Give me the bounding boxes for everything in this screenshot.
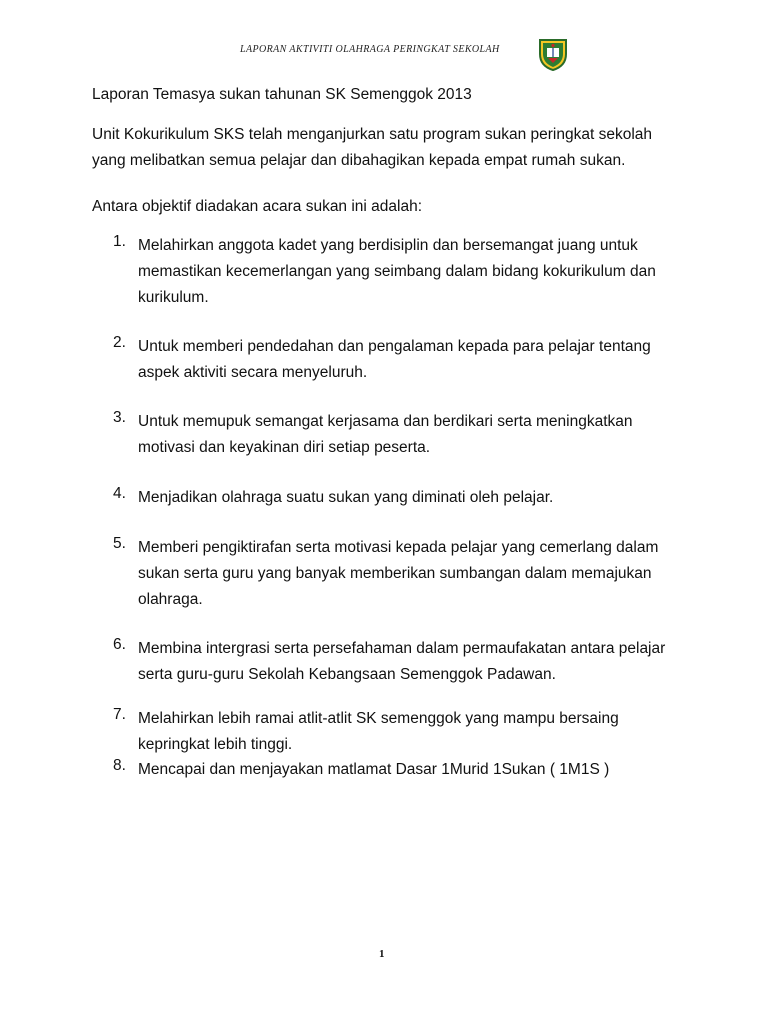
list-item-line: memastikan kecemerlangan yang seimbang dalam bidang kokurikulum dan [138,263,656,280]
list-item-number: 1. [113,233,126,250]
list-item-number: 3. [113,409,126,426]
list-item-text [138,233,698,311]
list-item-text [138,334,698,386]
report-title: Laporan Temasya sukan tahunan SK Semenggok 2013 [92,86,472,103]
page-header [0,36,768,66]
list-item-line: kurikulum. [138,289,209,306]
intro-line: yang melibatkan semua pelajar dan dibahagikan kepada empat rumah sukan. [92,152,626,169]
list-item-text [138,535,698,613]
list-item-line: Melahirkan lebih ramai atlit-atlit SK semenggok yang mampu bersaing [138,710,619,727]
list-item-number: 6. [113,636,126,653]
list-item-line: serta guru-guru Sekolah Kebangsaan Semenggok Padawan. [138,666,556,683]
list-item-line: Untuk memupuk semangat kerjasama dan berdikari serta meningkatkan [138,413,633,430]
list-item-line: motivasi dan keyakinan diri setiap peserta. [138,439,431,456]
list-item-text [138,706,698,758]
list-item-line: Mencapai dan menjayakan matlamat Dasar 1Murid 1Sukan ( 1M1S ) [138,761,610,778]
list-item-line: sukan serta guru yang banyak memberikan sumbangan dalam memajukan [138,565,652,582]
header-title: LAPORAN AKTIVITI OLAHRAGA PERINGKAT SEKOLAH [240,44,500,55]
list-item-line: olahraga. [138,591,203,608]
list-item-line: Memberi pengiktirafan serta motivasi kepada pelajar yang cemerlang dalam [138,539,659,556]
list-item-number: 7. [113,706,126,723]
intro-line: Unit Kokurikulum SKS telah menganjurkan satu program sukan peringkat sekolah [92,126,653,143]
list-item-text [138,757,698,783]
intro-paragraph [92,122,692,174]
page-number: 1 [379,948,385,960]
school-crest-icon [536,36,570,72]
list-item-text [138,485,698,511]
list-item-line: Untuk memberi pendedahan dan pengalaman kepada para pelajar tentang [138,338,651,355]
list-item-text [138,409,698,461]
list-item-number: 4. [113,485,126,502]
list-item-number: 5. [113,535,126,552]
list-item-line: aspek aktiviti secara menyeluruh. [138,364,368,381]
list-item-number: 8. [113,757,126,774]
list-item-line: kepringkat lebih tinggi. [138,736,293,753]
list-item-line: Melahirkan anggota kadet yang berdisiplin dan bersemangat juang untuk [138,237,638,254]
objective-heading: Antara objektif diadakan acara sukan ini adalah: [92,198,423,215]
list-item-number: 2. [113,334,126,351]
list-item-line: Menjadikan olahraga suatu sukan yang diminati oleh pelajar. [138,489,554,506]
list-item-text [138,636,698,688]
list-item-line: Membina intergrasi serta persefahaman dalam permaufakatan antara pelajar [138,640,666,657]
